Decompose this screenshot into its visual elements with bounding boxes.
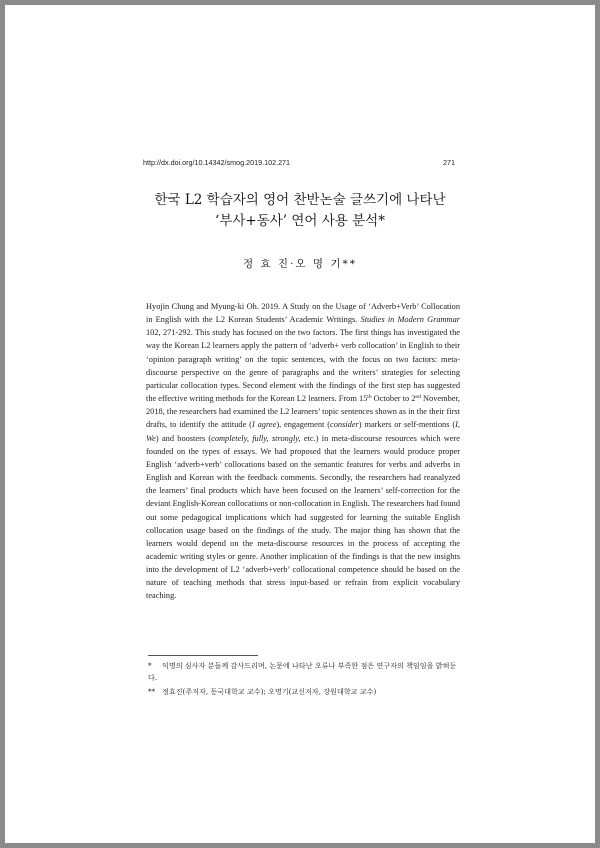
footnote-text: 정효진(주저자, 동국대학교 교수); 오명기(교신저자, 강원대학교 교수) xyxy=(162,687,377,696)
paper-title xyxy=(105,190,495,232)
doi-link[interactable]: http://dx.doi.org/10.14342/smog.2019.102.271 xyxy=(143,158,291,167)
footnote-2 xyxy=(148,686,463,698)
title-line-2: ‘부사+동사’ 연어 사용 분석* xyxy=(215,213,385,229)
abstract-citation: Hyojin Chung and Myung-ki Oh. 2019. A Study on the Usage of ‘Adverb+Verb’ Collocation in English with the L2 Korean Students’ Academic Writings. xyxy=(146,302,460,325)
running-header xyxy=(143,158,455,172)
abstract-text: etc.) in meta-discourse resources which were founded on the types of essays. We had proposed that the learners would produce proper English ‘adverb+verb’ collocations based on the semantic features for verbs and adverbs in English and Korean with the feedback comments. Secondly, the researchers had reanalyzed the learners’ final products which have been focused on the learners’ self-correction for the deviant English-Korean collocations or non-collocation in English. The researchers had found out some pedagogical implications which had suggested for learning the suitable English collocation usage based on the findings of the study. The major thing has shown that the learners would depend on the meta-discourse resources in the process of accepting the academic writing styles or genre. Another implication of the findings is that the new insights into the development of L2 ‘adverb+verb’ collocational competence should be based on the nature of teaching methods that stress input-based or refrain from explicit vocabulary teaching. xyxy=(146,433,460,601)
footnote-1 xyxy=(148,660,463,684)
example-boosters: completely, fully, strongly, xyxy=(211,433,301,443)
abstract xyxy=(146,300,460,603)
example-engagement: consider xyxy=(330,420,359,430)
example-attitude: I agree xyxy=(251,420,277,430)
abstract-text: October to 2 xyxy=(371,394,416,404)
footnote-text: 익명의 심사자 분들께 감사드리며, 논문에 나타난 오류나 부족한 점은 연구자의 책임임을 밝혀둔다. xyxy=(148,661,457,682)
abstract-text: ) markers or self-mentions ( xyxy=(358,420,456,430)
abstract-text: 102, 271-292. This study has focused on the two factors. The first things has investigated the way the Korean L2 learners apply the pattern of ‘adverb+ verb collocation’ in English to their ‘opinion paragraph writing’ on the topic sentences, with the focus on two factors: meta-discourse perspective on the genre of paragraphs and the writers’ strategies for selecting particular collocation types. Second element with the findings of the first step has suggested the effective writing methods for the Korean L2 learners. From 15 xyxy=(146,328,460,404)
footnote-divider xyxy=(148,655,258,656)
abstract-text: ) and boosters ( xyxy=(155,433,212,443)
abstract-text: ), engagement ( xyxy=(276,420,331,430)
page-number: 271 xyxy=(443,158,455,167)
ordinal-suffix: th xyxy=(367,394,372,401)
paper-page xyxy=(5,5,595,843)
journal-name: Studies in Modern Grammar xyxy=(360,315,460,325)
ordinal-suffix: nd xyxy=(415,394,421,401)
footnote-mark: * xyxy=(148,661,152,670)
title-line-1: 한국 L2 학습자의 영어 찬반논술 글쓰기에 나타난 xyxy=(154,192,446,208)
footnote-mark: ** xyxy=(148,687,156,696)
authors: 정 효 진·오 명 기** xyxy=(242,258,358,270)
abstract-text: November, 2018, the researchers had examined the L2 learners’ topic sentences shown as in the their first drafts, to identify the attitude ( xyxy=(146,394,460,430)
example-self-mentions: I, We xyxy=(146,420,461,443)
